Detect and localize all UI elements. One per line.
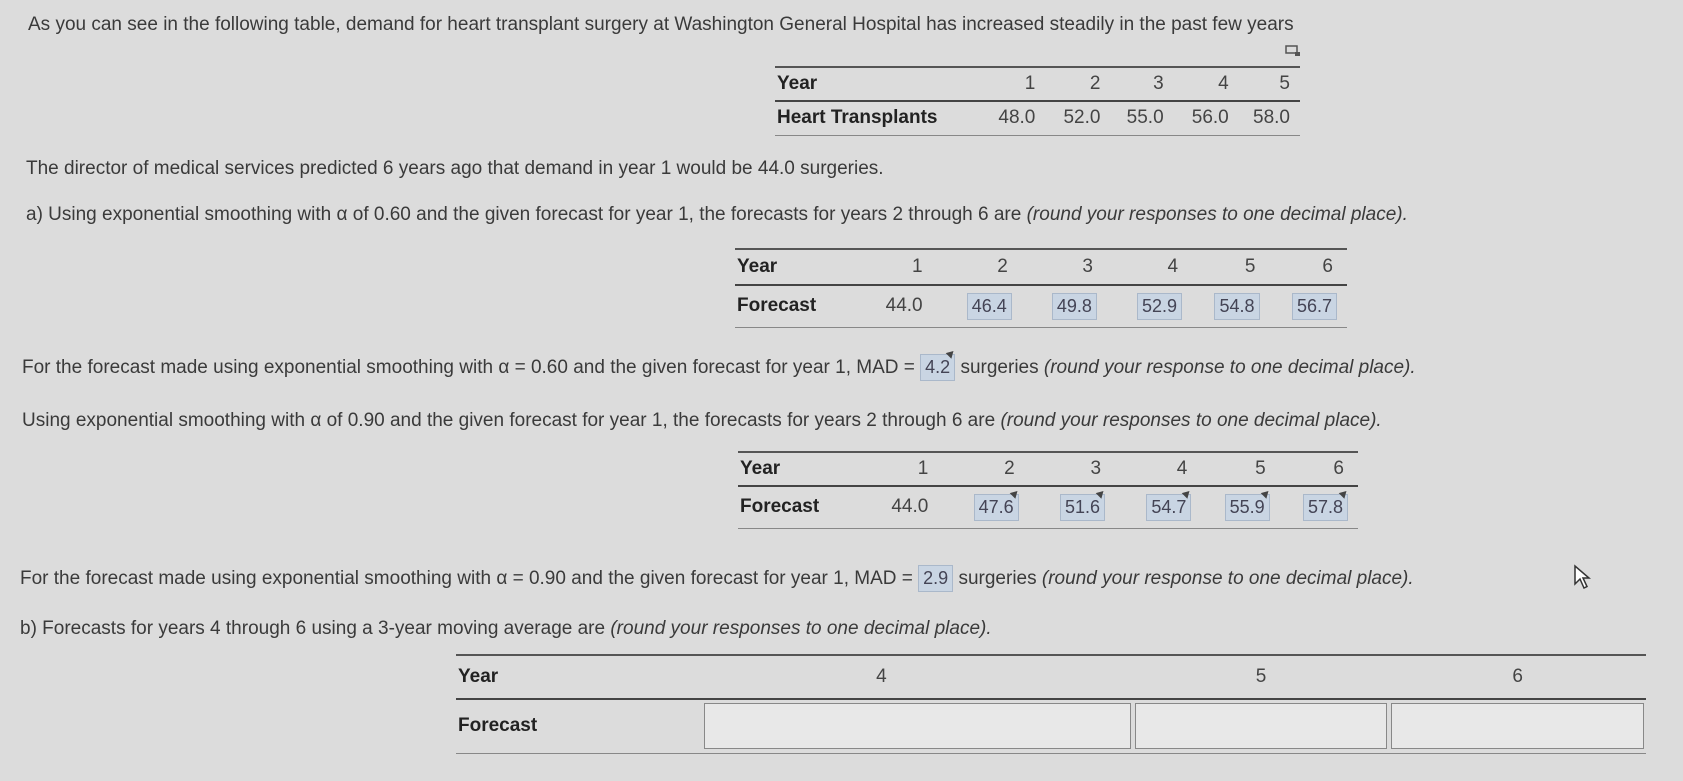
- answer-value: 54.7: [1151, 496, 1187, 517]
- mad-060-note: (round your response to one decimal place).: [1043, 357, 1416, 378]
- mad-090-value: 2.9: [923, 568, 949, 588]
- answer-value: 55.9: [1229, 496, 1265, 517]
- value-cell: 55.0: [1126, 107, 1164, 129]
- answer-value: 51.6: [1064, 496, 1101, 517]
- moving-average-table: [456, 654, 1646, 754]
- forecast-answer-field[interactable]: [1146, 494, 1191, 521]
- year-cell: 6: [1322, 256, 1333, 277]
- mad-090-prefix: For the forecast made using exponential smoothing with α = 0.90 and the given forecast for year 1, MAD =: [20, 568, 913, 589]
- year-cell: 2: [1004, 458, 1015, 479]
- value-cell: 48.0: [998, 107, 1036, 129]
- year-cell: 4: [876, 666, 887, 687]
- table-header-year: Year: [740, 458, 781, 479]
- part-a-prompt-note: (round your responses to one decimal place).: [1026, 204, 1408, 225]
- year-cell: 1: [1024, 73, 1036, 94]
- forecast-answer-field[interactable]: [974, 494, 1019, 521]
- row-label-forecast: Forecast: [740, 496, 820, 518]
- table-header-year: Year: [777, 73, 818, 94]
- forecast-answer-field[interactable]: [1303, 494, 1348, 521]
- year-cell: 6: [1333, 458, 1344, 479]
- mad-060-answer-field[interactable]: [920, 354, 955, 381]
- part-a-prompt-2-note: (round your responses to one decimal place).: [1000, 410, 1382, 431]
- year-cell: 4: [1176, 458, 1188, 479]
- year-cell: 6: [1512, 666, 1523, 687]
- mad-090-sentence: [20, 565, 1414, 592]
- table-header-year: Year: [458, 666, 499, 687]
- mad-090-answer-field[interactable]: [918, 565, 953, 592]
- forecast-answer-field[interactable]: 54.8: [1214, 293, 1259, 320]
- year-cell: 5: [1255, 666, 1267, 687]
- year-cell: 3: [1090, 458, 1102, 479]
- answer-value: 57.8: [1307, 496, 1343, 517]
- part-a-prompt-2-text: Using exponential smoothing with α of 0.90 and the given forecast for year 1, the forecasts for years 2 through 6 are: [22, 410, 996, 431]
- row-label-forecast: Forecast: [737, 295, 817, 317]
- forecast-input-year-5[interactable]: [1135, 703, 1388, 749]
- year-cell: 4: [1167, 256, 1179, 277]
- forecast-input-year-4[interactable]: [704, 703, 1131, 749]
- part-a-prompt-2: [22, 410, 1382, 432]
- year-cell: 1: [912, 256, 923, 277]
- forecast-answer-field[interactable]: [1225, 494, 1270, 521]
- given-forecast-cell: 44.0: [885, 295, 923, 317]
- mad-090-suffix: surgeries: [958, 568, 1037, 589]
- row-label-forecast: Forecast: [458, 715, 538, 737]
- year-cell: 3: [1082, 256, 1093, 277]
- mouse-pointer-icon: [1573, 564, 1591, 595]
- part-b-prompt: [20, 618, 992, 640]
- mad-060-value: 4.2: [925, 357, 951, 377]
- forecast-answer-field[interactable]: 52.9: [1137, 293, 1182, 320]
- part-b-prompt-note: (round your responses to one decimal place).: [610, 618, 992, 639]
- year-cell: 5: [1244, 256, 1256, 277]
- forecast-table-alpha-090: [738, 451, 1358, 529]
- intro-text: As you can see in the following table, demand for heart transplant surgery at Washington General Hospital has increased steadily in the past few years: [28, 14, 1294, 35]
- year-cell: 5: [1279, 73, 1290, 94]
- transplant-table: [775, 66, 1300, 136]
- year-cell: 4: [1218, 73, 1229, 94]
- table-header-year: Year: [737, 256, 778, 277]
- value-cell: 58.0: [1253, 107, 1290, 129]
- forecast-answer-field[interactable]: [1060, 494, 1105, 521]
- row-label-heart-transplants: Heart Transplants: [777, 107, 938, 129]
- director-text: The director of medical services predicted 6 years ago that demand in year 1 would be 44.0 surgeries.: [26, 158, 884, 179]
- year-cell: 3: [1153, 73, 1164, 94]
- forecast-table-alpha-060: [735, 248, 1347, 328]
- mad-090-note: (round your response to one decimal place).: [1041, 568, 1414, 589]
- forecast-answer-field[interactable]: 56.7: [1292, 293, 1337, 320]
- forecast-answer-field[interactable]: 49.8: [1052, 293, 1097, 320]
- mad-060-sentence: [22, 354, 1416, 381]
- part-a-prompt-text: a) Using exponential smoothing with α of 0.60 and the given forecast for year 1, the forecasts for years 2 through 6 are: [26, 204, 1022, 225]
- mad-060-suffix: surgeries: [960, 357, 1039, 378]
- part-b-prompt-text: b) Forecasts for years 4 through 6 using a 3-year moving average are: [20, 618, 606, 639]
- year-cell: 1: [917, 458, 929, 479]
- value-cell: 52.0: [1063, 107, 1101, 129]
- value-cell: 56.0: [1191, 107, 1229, 129]
- year-cell: 5: [1255, 458, 1266, 479]
- answer-value: 47.6: [978, 496, 1014, 517]
- part-a-prompt: [26, 204, 1408, 226]
- copy-table-icon[interactable]: [1285, 44, 1301, 62]
- mad-060-prefix: For the forecast made using exponential smoothing with α = 0.60 and the given forecast for year 1, MAD =: [22, 357, 915, 378]
- given-forecast-cell: 44.0: [891, 496, 929, 518]
- year-cell: 2: [997, 256, 1008, 277]
- forecast-answer-field[interactable]: 46.4: [967, 293, 1012, 320]
- year-cell: 2: [1089, 73, 1101, 94]
- forecast-input-year-6[interactable]: [1391, 703, 1644, 749]
